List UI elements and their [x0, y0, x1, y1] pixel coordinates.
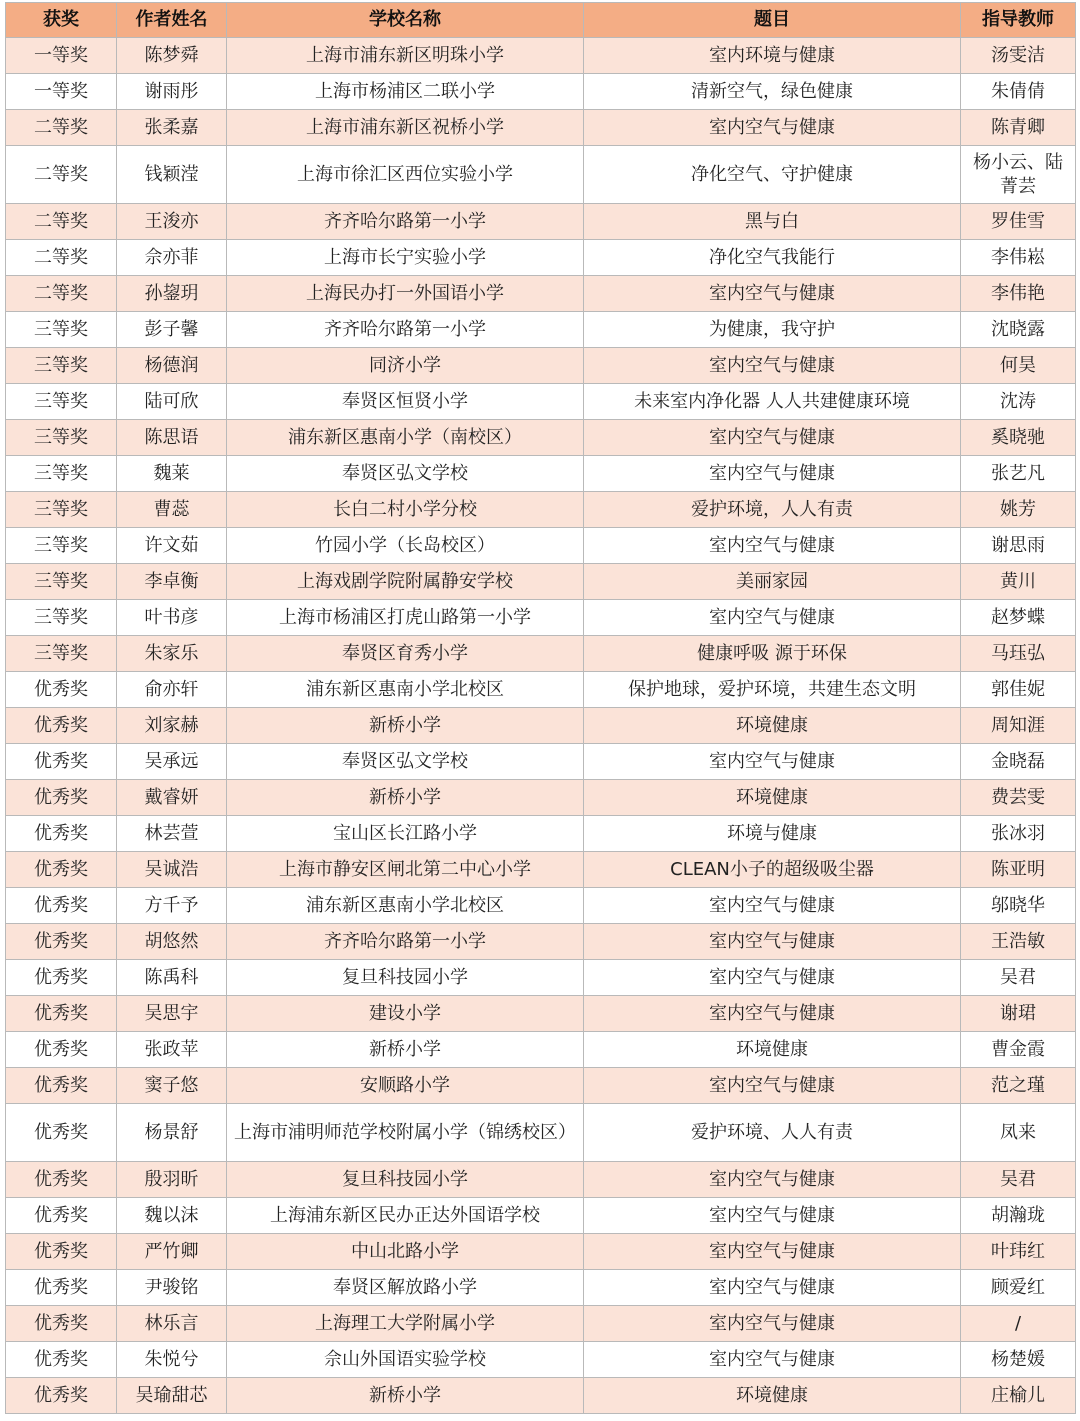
author-cell: 吴瑜甜芯	[117, 1378, 227, 1414]
title-cell: 环境与健康	[584, 816, 961, 852]
teacher-cell: 谢珺	[961, 996, 1076, 1032]
author-cell: 张政苹	[117, 1032, 227, 1068]
school-cell: 奉贤区育秀小学	[227, 636, 584, 672]
award-cell: 优秀奖	[6, 1198, 117, 1234]
award-cell: 二等奖	[6, 276, 117, 312]
title-cell: 清新空气，绿色健康	[584, 74, 961, 110]
author-cell: 吴诚浩	[117, 852, 227, 888]
table-row	[6, 456, 1076, 492]
teacher-cell: 金晓磊	[961, 744, 1076, 780]
table-row	[6, 312, 1076, 348]
author-cell: 谢雨彤	[117, 74, 227, 110]
teacher-cell: 汤雯洁	[961, 38, 1076, 74]
title-cell: 保护地球，爱护环境，共建生态文明	[584, 672, 961, 708]
school-cell: 上海戏剧学院附属静安学校	[227, 564, 584, 600]
author-cell: 朱家乐	[117, 636, 227, 672]
author-cell: 孙鋆玥	[117, 276, 227, 312]
table-row	[6, 348, 1076, 384]
school-cell: 上海理工大学附属小学	[227, 1306, 584, 1342]
table-row	[6, 744, 1076, 780]
title-cell: 爱护环境、人人有责	[584, 1104, 961, 1162]
author-cell: 殷羽昕	[117, 1162, 227, 1198]
title-cell: 健康呼吸 源于环保	[584, 636, 961, 672]
table-row	[6, 996, 1076, 1032]
teacher-cell: 顾爱红	[961, 1270, 1076, 1306]
author-cell: 许文茹	[117, 528, 227, 564]
school-cell: 宝山区长江路小学	[227, 816, 584, 852]
author-cell: 吴思宇	[117, 996, 227, 1032]
title-cell: 爱护环境，人人有责	[584, 492, 961, 528]
award-cell: 优秀奖	[6, 1306, 117, 1342]
award-cell: 优秀奖	[6, 780, 117, 816]
title-cell: 室内空气与健康	[584, 528, 961, 564]
school-cell: 长白二村小学分校	[227, 492, 584, 528]
award-cell: 二等奖	[6, 110, 117, 146]
table-header	[6, 3, 1076, 38]
school-cell: 浦东新区惠南小学北校区	[227, 888, 584, 924]
school-cell: 上海浦东新区民办正达外国语学校	[227, 1198, 584, 1234]
table-row	[6, 960, 1076, 996]
school-cell: 奉贤区解放路小学	[227, 1270, 584, 1306]
author-cell: 胡悠然	[117, 924, 227, 960]
author-cell: 杨德润	[117, 348, 227, 384]
teacher-cell: 朱倩倩	[961, 74, 1076, 110]
title-cell: 室内空气与健康	[584, 1068, 961, 1104]
author-cell: 方千予	[117, 888, 227, 924]
school-cell: 齐齐哈尔路第一小学	[227, 924, 584, 960]
table-row	[6, 492, 1076, 528]
title-cell: 环境健康	[584, 708, 961, 744]
award-cell: 二等奖	[6, 146, 117, 204]
award-cell: 优秀奖	[6, 744, 117, 780]
table-row	[6, 888, 1076, 924]
award-cell: 三等奖	[6, 564, 117, 600]
school-cell: 齐齐哈尔路第一小学	[227, 204, 584, 240]
title-cell: 室内空气与健康	[584, 276, 961, 312]
table-row	[6, 924, 1076, 960]
title-cell: 室内空气与健康	[584, 996, 961, 1032]
author-cell: 吴承远	[117, 744, 227, 780]
teacher-cell: 陈青卿	[961, 110, 1076, 146]
teacher-cell: 范之瑾	[961, 1068, 1076, 1104]
table-row	[6, 74, 1076, 110]
school-cell: 浦东新区惠南小学（南校区）	[227, 420, 584, 456]
school-cell: 齐齐哈尔路第一小学	[227, 312, 584, 348]
school-cell: 竹园小学（长岛校区）	[227, 528, 584, 564]
table-row	[6, 1270, 1076, 1306]
school-cell: 复旦科技园小学	[227, 1162, 584, 1198]
teacher-cell: 谢思雨	[961, 528, 1076, 564]
author-cell: 杨景舒	[117, 1104, 227, 1162]
teacher-cell: 杨小云、陆菁芸	[961, 146, 1076, 204]
table-row	[6, 816, 1076, 852]
award-cell: 优秀奖	[6, 888, 117, 924]
teacher-cell: 沈晓露	[961, 312, 1076, 348]
award-cell: 三等奖	[6, 600, 117, 636]
table-row	[6, 1104, 1076, 1162]
teacher-cell: /	[961, 1306, 1076, 1342]
school-cell: 中山北路小学	[227, 1234, 584, 1270]
school-cell: 新桥小学	[227, 708, 584, 744]
teacher-cell: 罗佳雪	[961, 204, 1076, 240]
header-author: 作者姓名	[117, 3, 227, 38]
title-cell: 室内空气与健康	[584, 456, 961, 492]
table-row	[6, 1306, 1076, 1342]
author-cell: 陈思语	[117, 420, 227, 456]
school-cell: 上海市浦东新区祝桥小学	[227, 110, 584, 146]
header-award: 获奖	[6, 3, 117, 38]
school-cell: 上海市静安区闸北第二中心小学	[227, 852, 584, 888]
teacher-cell: 何昊	[961, 348, 1076, 384]
table-row	[6, 204, 1076, 240]
title-cell: 环境健康	[584, 780, 961, 816]
title-cell: 室内空气与健康	[584, 1306, 961, 1342]
title-cell: 黑与白	[584, 204, 961, 240]
teacher-cell: 胡瀚珑	[961, 1198, 1076, 1234]
table-row	[6, 708, 1076, 744]
title-cell: 净化空气我能行	[584, 240, 961, 276]
author-cell: 林乐言	[117, 1306, 227, 1342]
school-cell: 上海市长宁实验小学	[227, 240, 584, 276]
school-cell: 奉贤区弘文学校	[227, 456, 584, 492]
table-row	[6, 420, 1076, 456]
table-row	[6, 1234, 1076, 1270]
school-cell: 上海市浦东新区明珠小学	[227, 38, 584, 74]
author-cell: 魏莱	[117, 456, 227, 492]
author-cell: 彭子馨	[117, 312, 227, 348]
table-row	[6, 780, 1076, 816]
teacher-cell: 庄榆儿	[961, 1378, 1076, 1414]
header-title: 题目	[584, 3, 961, 38]
table-row	[6, 146, 1076, 204]
award-cell: 优秀奖	[6, 1104, 117, 1162]
school-cell: 浦东新区惠南小学北校区	[227, 672, 584, 708]
school-cell: 建设小学	[227, 996, 584, 1032]
title-cell: 室内空气与健康	[584, 888, 961, 924]
table-row	[6, 852, 1076, 888]
award-cell: 优秀奖	[6, 1032, 117, 1068]
author-cell: 陈禹科	[117, 960, 227, 996]
table-row	[6, 384, 1076, 420]
award-cell: 三等奖	[6, 456, 117, 492]
table-body	[6, 38, 1076, 1414]
teacher-cell: 郭佳妮	[961, 672, 1076, 708]
table-row	[6, 528, 1076, 564]
title-cell: 未来室内净化器 人人共建健康环境	[584, 384, 961, 420]
table-row	[6, 1162, 1076, 1198]
award-cell: 三等奖	[6, 420, 117, 456]
award-table	[5, 2, 1076, 1414]
teacher-cell: 王浩敏	[961, 924, 1076, 960]
award-cell: 二等奖	[6, 204, 117, 240]
table-row	[6, 240, 1076, 276]
title-cell: 室内空气与健康	[584, 420, 961, 456]
table-row	[6, 1068, 1076, 1104]
title-cell: 环境健康	[584, 1378, 961, 1414]
author-cell: 尹骏铭	[117, 1270, 227, 1306]
school-cell: 佘山外国语实验学校	[227, 1342, 584, 1378]
award-cell: 一等奖	[6, 38, 117, 74]
author-cell: 窦子悠	[117, 1068, 227, 1104]
author-cell: 魏以沫	[117, 1198, 227, 1234]
title-cell: 室内空气与健康	[584, 1234, 961, 1270]
teacher-cell: 陈亚明	[961, 852, 1076, 888]
award-cell: 三等奖	[6, 636, 117, 672]
author-cell: 刘家赫	[117, 708, 227, 744]
school-cell: 奉贤区弘文学校	[227, 744, 584, 780]
award-cell: 优秀奖	[6, 816, 117, 852]
author-cell: 张柔嘉	[117, 110, 227, 146]
teacher-cell: 姚芳	[961, 492, 1076, 528]
author-cell: 陆可欣	[117, 384, 227, 420]
award-cell: 三等奖	[6, 348, 117, 384]
table-row	[6, 636, 1076, 672]
teacher-cell: 凤来	[961, 1104, 1076, 1162]
header-school: 学校名称	[227, 3, 584, 38]
author-cell: 王浚亦	[117, 204, 227, 240]
author-cell: 严竹卿	[117, 1234, 227, 1270]
author-cell: 戴睿妍	[117, 780, 227, 816]
award-cell: 优秀奖	[6, 1342, 117, 1378]
header-row	[6, 3, 1076, 38]
award-cell: 优秀奖	[6, 852, 117, 888]
award-cell: 二等奖	[6, 240, 117, 276]
title-cell: 室内空气与健康	[584, 1270, 961, 1306]
award-cell: 优秀奖	[6, 1162, 117, 1198]
school-cell: 上海市杨浦区打虎山路第一小学	[227, 600, 584, 636]
teacher-cell: 李伟艳	[961, 276, 1076, 312]
author-cell: 朱悦兮	[117, 1342, 227, 1378]
award-cell: 优秀奖	[6, 960, 117, 996]
author-cell: 钱颖滢	[117, 146, 227, 204]
award-cell: 优秀奖	[6, 1378, 117, 1414]
table-row	[6, 110, 1076, 146]
table-row	[6, 564, 1076, 600]
author-cell: 叶书彦	[117, 600, 227, 636]
author-cell: 李卓衡	[117, 564, 227, 600]
title-cell: 室内环境与健康	[584, 38, 961, 74]
table-row	[6, 38, 1076, 74]
teacher-cell: 杨楚媛	[961, 1342, 1076, 1378]
teacher-cell: 赵梦蝶	[961, 600, 1076, 636]
school-cell: 同济小学	[227, 348, 584, 384]
table-row	[6, 1378, 1076, 1414]
award-cell: 三等奖	[6, 384, 117, 420]
table-row	[6, 1342, 1076, 1378]
school-cell: 新桥小学	[227, 1378, 584, 1414]
table-row	[6, 600, 1076, 636]
title-cell: 室内空气与健康	[584, 1162, 961, 1198]
title-cell: 室内空气与健康	[584, 744, 961, 780]
school-cell: 新桥小学	[227, 780, 584, 816]
teacher-cell: 奚晓驰	[961, 420, 1076, 456]
title-cell: 美丽家园	[584, 564, 961, 600]
school-cell: 上海民办打一外国语小学	[227, 276, 584, 312]
author-cell: 俞亦轩	[117, 672, 227, 708]
school-cell: 复旦科技园小学	[227, 960, 584, 996]
teacher-cell: 费芸雯	[961, 780, 1076, 816]
teacher-cell: 黄川	[961, 564, 1076, 600]
author-cell: 林芸萱	[117, 816, 227, 852]
title-cell: 室内空气与健康	[584, 960, 961, 996]
award-cell: 优秀奖	[6, 708, 117, 744]
title-cell: 室内空气与健康	[584, 110, 961, 146]
award-cell: 一等奖	[6, 74, 117, 110]
title-cell: 室内空气与健康	[584, 600, 961, 636]
award-cell: 三等奖	[6, 312, 117, 348]
school-cell: 上海市浦明师范学校附属小学（锦绣校区）	[227, 1104, 584, 1162]
title-cell: 室内空气与健康	[584, 924, 961, 960]
title-cell: CLEAN小子的超级吸尘器	[584, 852, 961, 888]
table-row	[6, 672, 1076, 708]
teacher-cell: 吴君	[961, 960, 1076, 996]
school-cell: 奉贤区恒贤小学	[227, 384, 584, 420]
award-cell: 优秀奖	[6, 672, 117, 708]
title-cell: 为健康，我守护	[584, 312, 961, 348]
table-row	[6, 276, 1076, 312]
award-cell: 优秀奖	[6, 1234, 117, 1270]
teacher-cell: 周知涯	[961, 708, 1076, 744]
school-cell: 上海市杨浦区二联小学	[227, 74, 584, 110]
header-teacher: 指导教师	[961, 3, 1076, 38]
table-row	[6, 1198, 1076, 1234]
title-cell: 室内空气与健康	[584, 348, 961, 384]
teacher-cell: 张冰羽	[961, 816, 1076, 852]
teacher-cell: 吴君	[961, 1162, 1076, 1198]
award-cell: 优秀奖	[6, 1068, 117, 1104]
title-cell: 环境健康	[584, 1032, 961, 1068]
title-cell: 净化空气、守护健康	[584, 146, 961, 204]
title-cell: 室内空气与健康	[584, 1198, 961, 1234]
table-row	[6, 1032, 1076, 1068]
teacher-cell: 张艺凡	[961, 456, 1076, 492]
teacher-cell: 李伟崧	[961, 240, 1076, 276]
author-cell: 佘亦菲	[117, 240, 227, 276]
teacher-cell: 邬晓华	[961, 888, 1076, 924]
school-cell: 上海市徐汇区西位实验小学	[227, 146, 584, 204]
award-cell: 三等奖	[6, 528, 117, 564]
award-cell: 优秀奖	[6, 996, 117, 1032]
title-cell: 室内空气与健康	[584, 1342, 961, 1378]
author-cell: 曹蕊	[117, 492, 227, 528]
author-cell: 陈梦舜	[117, 38, 227, 74]
teacher-cell: 叶玮红	[961, 1234, 1076, 1270]
school-cell: 新桥小学	[227, 1032, 584, 1068]
award-cell: 三等奖	[6, 492, 117, 528]
teacher-cell: 沈涛	[961, 384, 1076, 420]
school-cell: 安顺路小学	[227, 1068, 584, 1104]
award-cell: 优秀奖	[6, 1270, 117, 1306]
award-cell: 优秀奖	[6, 924, 117, 960]
teacher-cell: 曹金霞	[961, 1032, 1076, 1068]
teacher-cell: 马珏弘	[961, 636, 1076, 672]
